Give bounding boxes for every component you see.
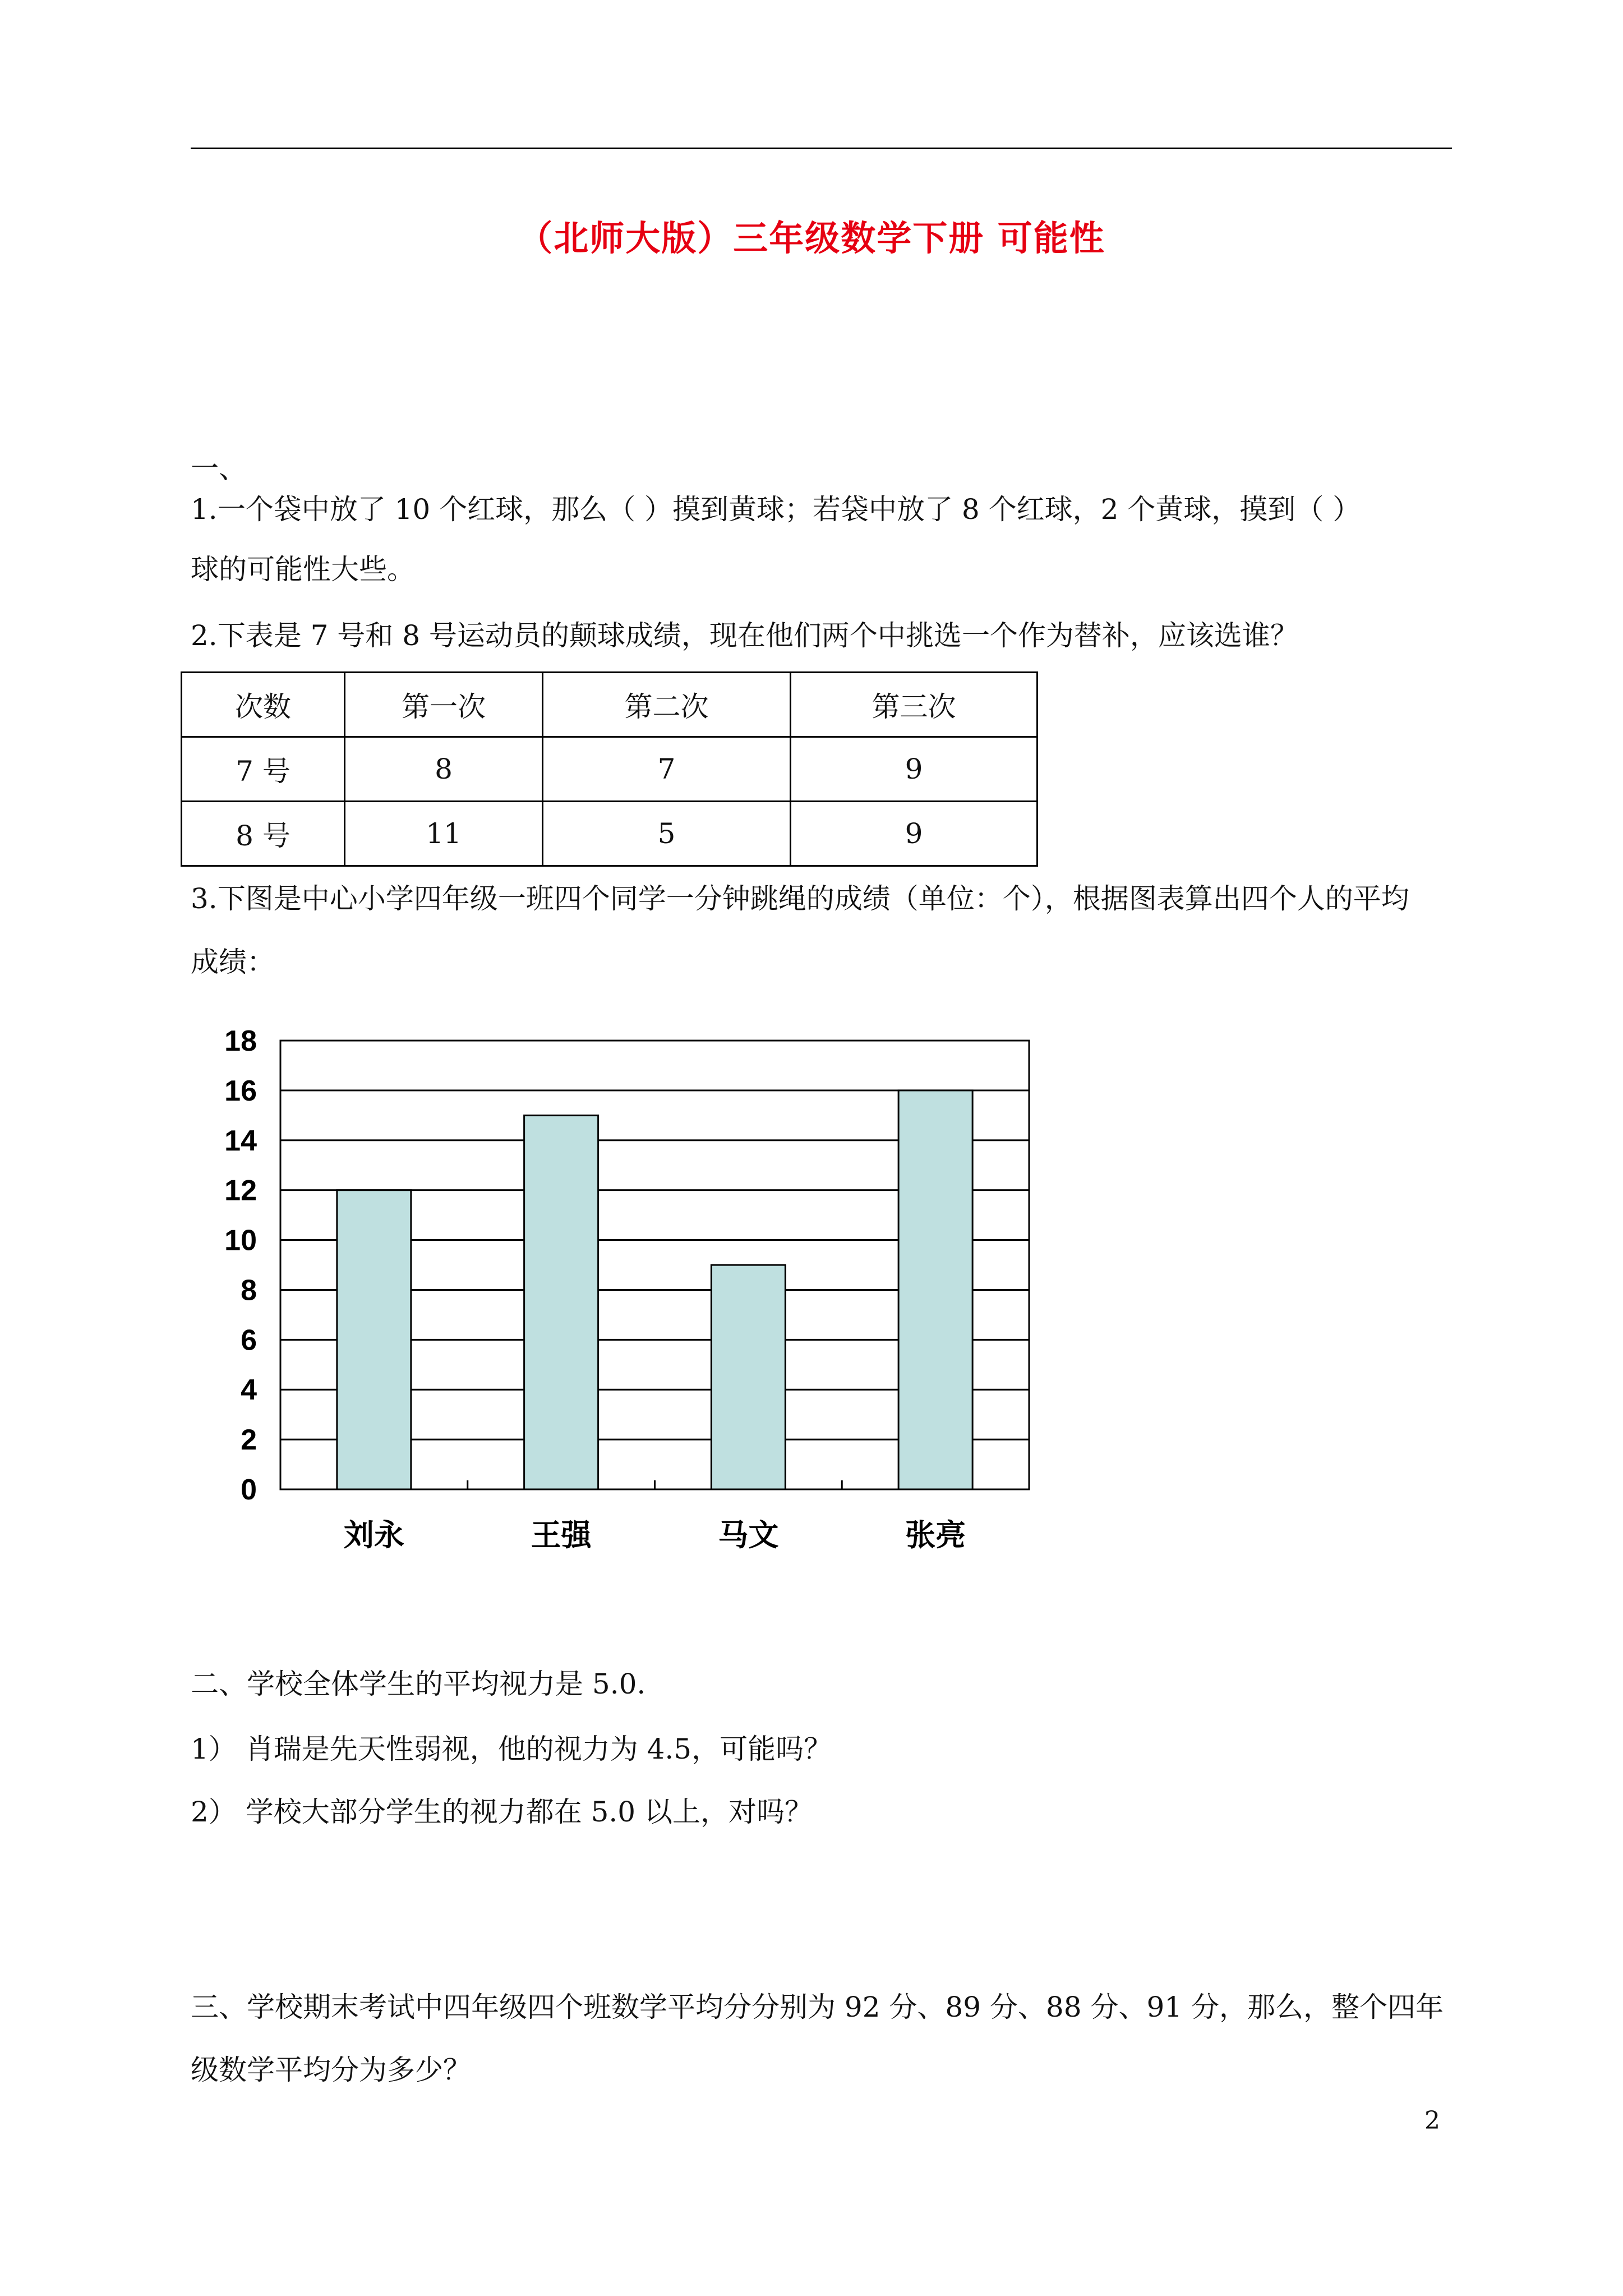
y-tick-label: 0	[241, 1474, 257, 1506]
y-tick-label: 18	[224, 1025, 257, 1057]
table-row	[182, 802, 1038, 866]
y-tick-label: 10	[224, 1224, 257, 1257]
table-cell: 8	[345, 737, 543, 802]
table-cell: 8 号	[182, 802, 345, 866]
table-cell: 11	[345, 802, 543, 866]
question1-line2: 球的可能性大些。	[191, 553, 415, 586]
table-header-cell: 第一次	[345, 673, 543, 737]
section3-line1: 三、学校期末考试中四年级四个班数学平均分分别为 92 分、89 分、88 分、91 分，那么，整个四年	[191, 1991, 1444, 2023]
table-header-cell: 第三次	[791, 673, 1038, 737]
y-tick-label: 14	[224, 1124, 257, 1157]
table-cell: 7	[543, 737, 791, 802]
table-cell: 9	[791, 802, 1038, 866]
section2-question2: 2） 学校大部分学生的视力都在 5.0 以上，对吗？	[191, 1796, 813, 1828]
section2-heading: 二、学校全体学生的平均视力是 5.0.	[191, 1668, 646, 1700]
section2-question1: 1） 肖瑞是先天性弱视，他的视力为 4.5，可能吗？	[191, 1733, 832, 1765]
y-tick-label: 16	[224, 1074, 257, 1107]
section3-line2: 级数学平均分为多少？	[191, 2054, 471, 2086]
jump-rope-bar-chart	[191, 1015, 1060, 1571]
page-number: 2	[1424, 2106, 1440, 2135]
table-cell: 5	[543, 802, 791, 866]
y-tick-label: 6	[241, 1324, 257, 1357]
bar	[898, 1091, 972, 1489]
table-header-cell: 次数	[182, 673, 345, 737]
y-tick-label: 4	[241, 1374, 257, 1407]
question3-line2: 成绩：	[191, 946, 275, 978]
table-cell: 7 号	[182, 737, 345, 802]
x-category-label: 张亮	[905, 1517, 966, 1553]
scores-table	[181, 671, 1038, 867]
table-row	[182, 737, 1038, 802]
table-header-cell: 第二次	[543, 673, 791, 737]
bar	[337, 1190, 411, 1489]
table-header-row	[182, 673, 1038, 737]
question2-text: 2.下表是 7 号和 8 号运动员的颠球成绩，现在他们两个中挑选一个作为替补，应该选谁？	[191, 619, 1298, 652]
bar	[711, 1265, 785, 1489]
x-category-label: 马文	[718, 1517, 779, 1553]
section1-heading: 一、	[191, 452, 247, 485]
x-category-label: 王强	[531, 1517, 592, 1553]
page-title: （北师大版）三年级数学下册 可能性	[518, 218, 1105, 259]
header-rule	[191, 148, 1452, 149]
y-tick-label: 12	[224, 1174, 257, 1207]
table-cell: 9	[791, 737, 1038, 802]
bar	[524, 1115, 598, 1489]
y-tick-label: 8	[241, 1274, 257, 1307]
y-tick-label: 2	[241, 1424, 257, 1457]
x-category-label: 刘永	[343, 1517, 404, 1553]
question1-line1: 1.一个袋中放了 10 个红球，那么（ ）摸到黄球；若袋中放了 8 个红球，2 个黄球，摸到（ ）	[191, 493, 1361, 526]
question3-line1: 3.下图是中心小学四年级一班四个同学一分钟跳绳的成绩（单位：个），根据图表算出四个人的平均	[191, 882, 1409, 915]
